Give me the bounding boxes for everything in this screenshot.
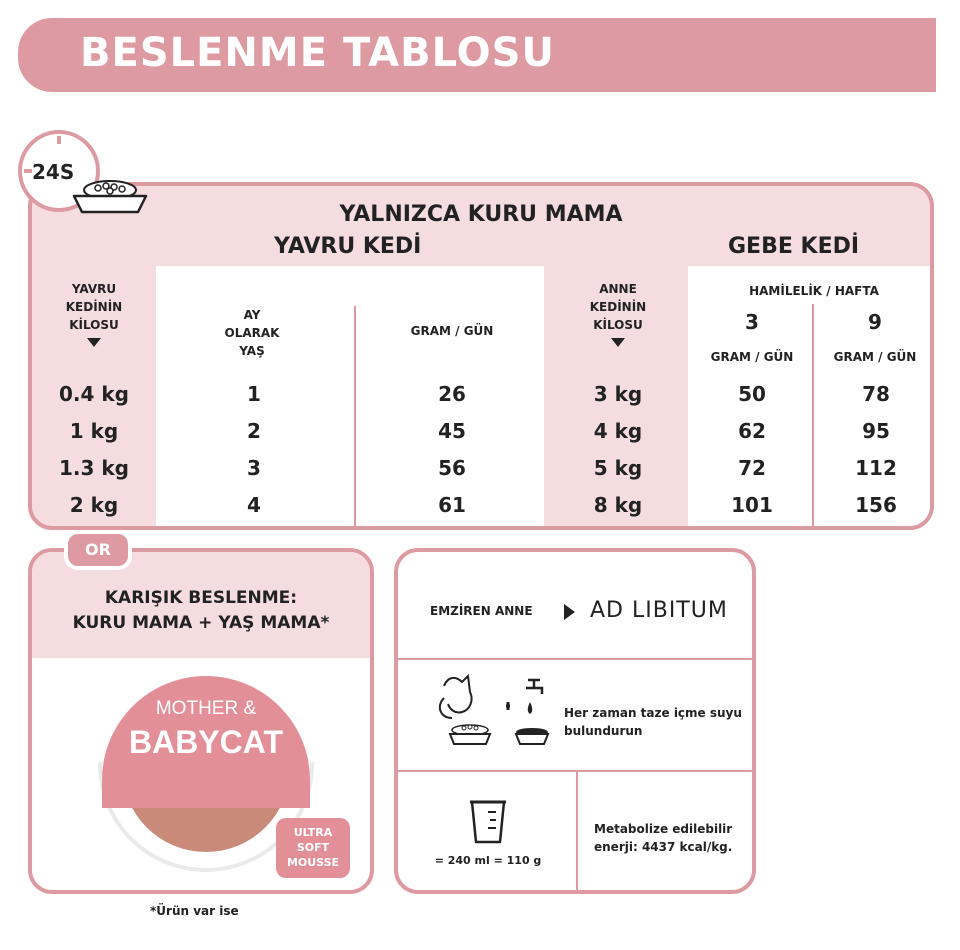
pregnancy-week-header: HAMİLELİK / HAFTA: [749, 284, 879, 298]
kitten-weight-cell: 1 kg: [69, 419, 119, 443]
ad-libitum-text: AD LIBITUM: [590, 598, 728, 623]
product-name-line2: BABYCAT: [128, 724, 284, 760]
page-title: BESLENME TABLOSU: [80, 30, 555, 76]
divider: [398, 770, 752, 772]
week9-gram-cell: 78: [862, 382, 890, 406]
kitten-weight-header: [38, 280, 150, 347]
kitten-gram-cell: 61: [438, 493, 466, 517]
kitten-gram-header: GRAM / GÜN: [410, 324, 494, 338]
week3-gram-cell: 72: [738, 456, 766, 480]
pregnant-gram-header-w9: GRAM / GÜN: [833, 350, 917, 364]
dry-food-heading: YALNIZCA KURU MAMA: [339, 202, 623, 227]
header-line: AY: [243, 308, 261, 322]
mixed-title-line: KURU MAMA + YAŞ MAMA*: [72, 613, 330, 633]
kitten-gram-cell: 26: [438, 382, 466, 406]
week9-gram-cell: 112: [855, 456, 897, 480]
mother-weight-cell: 5 kg: [593, 456, 643, 480]
mother-weight-cell: 4 kg: [593, 419, 643, 443]
header-line: KİLOSU: [593, 318, 643, 332]
header-line: OLARAK: [224, 326, 280, 340]
kitten-gram-cell: 56: [438, 456, 466, 480]
badge-line: SOFT: [296, 841, 330, 854]
mixed-title-line: KARIŞIK BESLENME:: [104, 588, 298, 608]
or-badge: OR: [64, 530, 132, 570]
info-panel: [394, 548, 756, 894]
kitten-gram-cell: 45: [438, 419, 466, 443]
measuring-cup-icon: [468, 798, 508, 846]
food-bowl-icon: [68, 178, 152, 218]
week9-gram-cell: 95: [862, 419, 890, 443]
pregnant-heading: GEBE KEDİ: [728, 234, 860, 259]
badge-line: ULTRA: [293, 826, 333, 839]
header-line: KEDİNİN: [589, 300, 647, 314]
footnote: *Ürün var ise: [150, 904, 239, 918]
ultra-soft-mousse-badge: [276, 818, 350, 878]
product-name-line1: MOTHER &: [155, 698, 257, 719]
play-arrow-icon: [564, 604, 575, 620]
title-banner: [18, 18, 936, 92]
clock-label: 24S: [32, 160, 75, 184]
mother-weight-header: [562, 280, 674, 347]
down-arrow-icon: [87, 338, 101, 347]
age-cell: 2: [247, 419, 261, 443]
measure-text: = 240 ml = 110 g: [434, 854, 542, 867]
header-line: ANNE: [599, 282, 637, 296]
week3-gram-cell: 101: [731, 493, 773, 517]
divider: [398, 658, 752, 660]
header-line: YAVRU: [71, 282, 117, 296]
dry-food-panel: [28, 182, 934, 530]
kitten-weight-cell: 1.3 kg: [58, 456, 129, 480]
kitten-weight-cell: 2 kg: [69, 493, 119, 517]
header-line: KEDİNİN: [65, 300, 123, 314]
mixed-feeding-title: [32, 586, 370, 636]
column-divider: [354, 306, 356, 530]
week-3: 3: [745, 310, 759, 334]
clock-tick: [24, 169, 32, 173]
age-header: [202, 306, 302, 360]
week3-gram-cell: 50: [738, 382, 766, 406]
age-cell: 3: [247, 456, 261, 480]
cat-drinking-icon: [434, 672, 554, 756]
week3-gram-cell: 62: [738, 419, 766, 443]
metabolizable-energy-text: Metabolize edilebilir enerji: 4437 kcal/kg.: [594, 822, 733, 854]
fresh-water-text: Her zaman taze içme suyu bulundurun: [564, 706, 742, 738]
mixed-feeding-panel: [28, 548, 374, 894]
nursing-mother-label: EMZİREN ANNE: [430, 604, 533, 618]
badge-line: MOUSSE: [286, 856, 340, 869]
kitten-heading: YAVRU KEDİ: [274, 234, 422, 259]
header-line: YAŞ: [239, 344, 265, 358]
mother-weight-cell: 3 kg: [593, 382, 643, 406]
pregnant-gram-header-w3: GRAM / GÜN: [710, 350, 794, 364]
week-9: 9: [868, 310, 882, 334]
header-line: KİLOSU: [69, 318, 119, 332]
clock-tick: [57, 136, 61, 144]
week9-gram-cell: 156: [855, 493, 897, 517]
kitten-weight-cell: 0.4 kg: [58, 382, 129, 406]
age-cell: 4: [247, 493, 261, 517]
column-divider: [812, 304, 814, 530]
column-divider: [576, 772, 578, 894]
down-arrow-icon: [611, 338, 625, 347]
age-cell: 1: [247, 382, 261, 406]
mother-weight-cell: 8 kg: [593, 493, 643, 517]
